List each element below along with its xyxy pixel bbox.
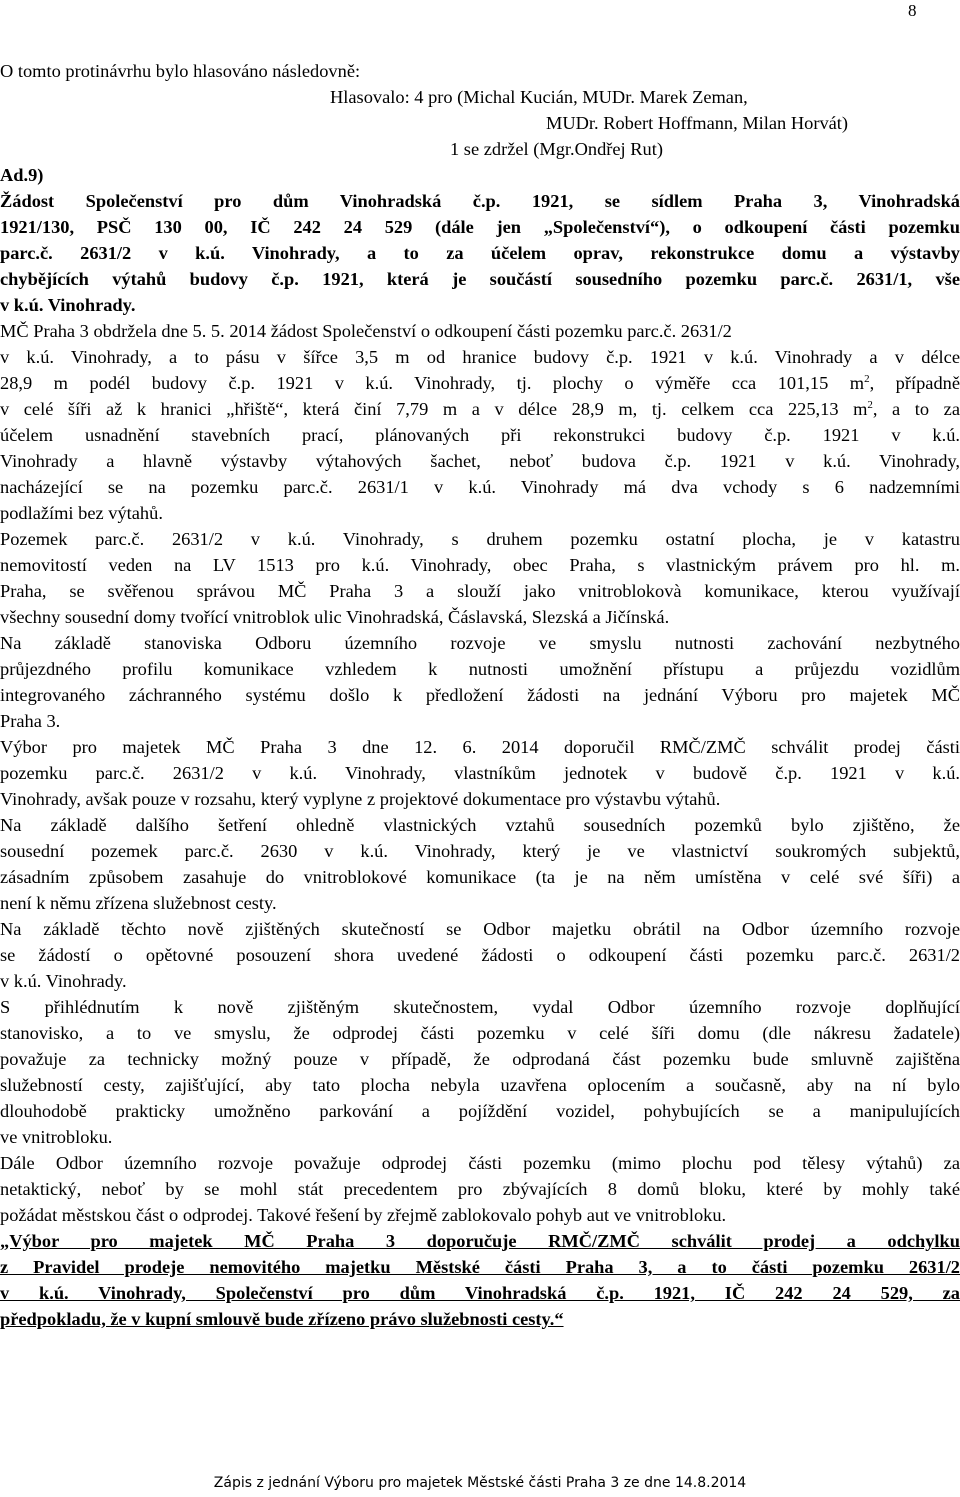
paragraph-line: Na základě dalšího šetření ohledně vlastnických vztahů sousedních pozemků bylo zjištěno, že <box>0 815 960 835</box>
paragraph-line: netaktický, neboť by se mohl stát precedentem pro zbývajících 8 domů bloku, které by mohly také <box>0 1179 960 1199</box>
resolution-line: „Výbor pro majetek MČ Praha 3 doporučuje RMČ/ZMČ schválit prodej a odchylku <box>0 1231 960 1251</box>
paragraph-text: , případně <box>869 373 960 393</box>
paragraph-line: Vinohrady, avšak pouze v rozsahu, který vyplyne z projektové dokumentace pro výstavbu výtahů. <box>0 789 721 809</box>
page-footer: Zápis z jednání Výboru pro majetek Městské části Praha 3 ze dne 14.8.2014 <box>213 1475 747 1491</box>
superscript: 2 <box>864 372 870 385</box>
heading-line: parc.č. 2631/2 v k.ú. Vinohrady, a to za účelem oprav, rekonstrukce domu a výstavby <box>0 243 960 263</box>
paragraph-line: Výbor pro majetek MČ Praha 3 dne 12. 6. 2014 doporučil RMČ/ZMČ schválit prodej části <box>0 737 960 757</box>
paragraph-line: nemovitostí veden na LV 1513 pro k.ú. Vinohrady, obec Praha, s vlastnickým právem pro hl. m. <box>0 555 960 575</box>
paragraph-line: Dále Odbor územního rozvoje považuje odprodej části pozemku (mimo plochu pod tělesy výtahů) za <box>0 1153 960 1173</box>
paragraph-line: není k němu zřízena služebnost cesty. <box>0 893 277 913</box>
paragraph-line: Na základě těchto nově zjištěných skutečností se Odbor majetku obrátil na Odbor územního rozvoje <box>0 919 960 939</box>
superscript: 2 <box>867 398 873 411</box>
paragraph-line: pozemku parc.č. 2631/2 v k.ú. Vinohrady, vlastníkům jednotek v budově č.p. 1921 v k.ú. <box>0 763 960 783</box>
paragraph-line: integrovaného záchranného systému došlo k předložení žádosti na jednání Výboru pro majetek MČ <box>0 685 960 705</box>
resolution-line: v k.ú. Vinohrady, Společenství pro dům Vinohradská č.p. 1921, IČ 242 24 529, za <box>0 1283 960 1303</box>
vote-line-3: 1 se zdržel (Mgr.Ondřej Rut) <box>450 139 663 159</box>
paragraph-line: podlažími bez výtahů. <box>0 503 163 523</box>
paragraph-text: , a to za <box>872 399 960 419</box>
paragraph-line: služebností cesty, zajišťující, aby tato plocha nebyla uzavřena oplocením a současně, aby na ní bylo <box>0 1075 960 1095</box>
paragraph-line: požádat městskou část o odprodej. Takové řešení by zřejmě zablokovalo pohyb aut ve vnitrobloku. <box>0 1205 727 1225</box>
paragraph-line: považuje za technicky možný pouze v případě, že odprodaná část pozemku bude smluvně zajištěna <box>0 1049 960 1069</box>
paragraph-line: Praha 3. <box>0 711 61 731</box>
paragraph-line: Pozemek parc.č. 2631/2 v k.ú. Vinohrady, s druhem pozemku ostatní plocha, je v katastru <box>0 529 960 549</box>
paragraph-line: nacházející se na pozemku parc.č. 2631/1 v k.ú. Vinohrady má dva vchody s 6 nadzemními <box>0 477 960 497</box>
page-number: 8 <box>908 1 917 20</box>
paragraph-line: se žádostí o opětovné posouzení shora uvedené žádosti o odkoupení části pozemku parc.č. 2631/2 <box>0 945 960 965</box>
paragraph-line: ve vnitrobloku. <box>0 1127 113 1147</box>
paragraph-line: zásadním způsobem zasahuje do vnitroblokové komunikace (ta je na něm umístěna v celé své šíři) a <box>0 867 960 887</box>
item-number: Ad.9) <box>0 165 44 185</box>
paragraph-line: Na základě stanoviska Odboru územního rozvoje ve smyslu nutnosti zachování nezbytného <box>0 633 960 653</box>
paragraph-text: v celé šíři až k hranici „hřiště“, která činí 7,79 m a v délce 28,9 m, tj. celkem cca 225,13 m <box>0 399 868 419</box>
heading-line: 1921/130, PSČ 130 00, IČ 242 24 529 (dále jen „Společenství“), o odkoupení části pozemku <box>0 217 960 237</box>
vote-line-1: Hlasovalo: 4 pro (Michal Kucián, MUDr. Marek Zeman, <box>330 87 748 107</box>
heading-line: Žádost Společenství pro dům Vinohradská č.p. 1921, se sídlem Praha 3, Vinohradská <box>0 191 960 211</box>
paragraph-line: všechny sousední domy tvořící vnitroblok ulic Vinohradská, Čáslavská, Slezská a Jičínská. <box>0 607 670 627</box>
paragraph-line: průjezdného profilu komunikace vzhledem k nutnosti umožnění přístupu a průjezdu vozidlům <box>0 659 960 679</box>
heading-line: chybějících výtahů budovy č.p. 1921, která je součástí sousedního pozemku parc.č. 2631/1, vše <box>0 269 960 289</box>
paragraph-line: stanovisko, a to ve smyslu, že odprodej části pozemku v celé šíři domu (dle nákresu žadatele) <box>0 1023 960 1043</box>
paragraph-text: 28,9 m podél budovy č.p. 1921 v k.ú. Vinohrady, tj. plochy o výměře cca 101,15 m <box>0 373 865 393</box>
paragraph-line <box>0 370 960 396</box>
paragraph-line: MČ Praha 3 obdržela dne 5. 5. 2014 žádost Společenství o odkoupení části pozemku parc.č. 2631/2 <box>0 321 732 341</box>
heading-line: v k.ú. Vinohrady. <box>0 295 136 315</box>
paragraph-line: sousední pozemek parc.č. 2630 v k.ú. Vinohrady, který je ve vlastnictví soukromých subjektů, <box>0 841 960 861</box>
paragraph-line: Vinohrady a hlavně výstavby výtahových šachet, neboť budova č.p. 1921 v k.ú. Vinohrady, <box>0 451 960 471</box>
paragraph-line <box>0 396 960 422</box>
resolution-line: předpokladu, že v kupní smlouvě bude zřízeno právo služebnosti cesty.“ <box>0 1309 564 1329</box>
paragraph-line: v k.ú. Vinohrady. <box>0 971 127 991</box>
vote-line-2: MUDr. Robert Hoffmann, Milan Horvát) <box>546 113 849 133</box>
paragraph-line: v k.ú. Vinohrady, a to pásu v šířce 3,5 m od hranice budovy č.p. 1921 v k.ú. Vinohrady a v délce <box>0 347 960 367</box>
vote-intro: O tomto protinávrhu bylo hlasováno následovně: <box>0 61 361 81</box>
paragraph-line: S přihlédnutím k nově zjištěným skutečnostem, vydal Odbor územního rozvoje doplňující <box>0 997 960 1017</box>
resolution-line: z Pravidel prodeje nemovitého majetku Městské části Praha 3, a to části pozemku 2631/2 <box>0 1257 960 1277</box>
paragraph-line: dlouhodobě prakticky umožněno parkování a pojíždění vozidel, pohybujících se a manipulujících <box>0 1101 960 1121</box>
paragraph-line: účelem usnadnění stavebních prací, plánovaných při rekonstrukci budovy č.p. 1921 v k.ú. <box>0 425 960 445</box>
paragraph-line: Praha, se svěřenou správou MČ Praha 3 a slouží jako vnitroblokovà komunikace, kterou využívají <box>0 581 960 601</box>
